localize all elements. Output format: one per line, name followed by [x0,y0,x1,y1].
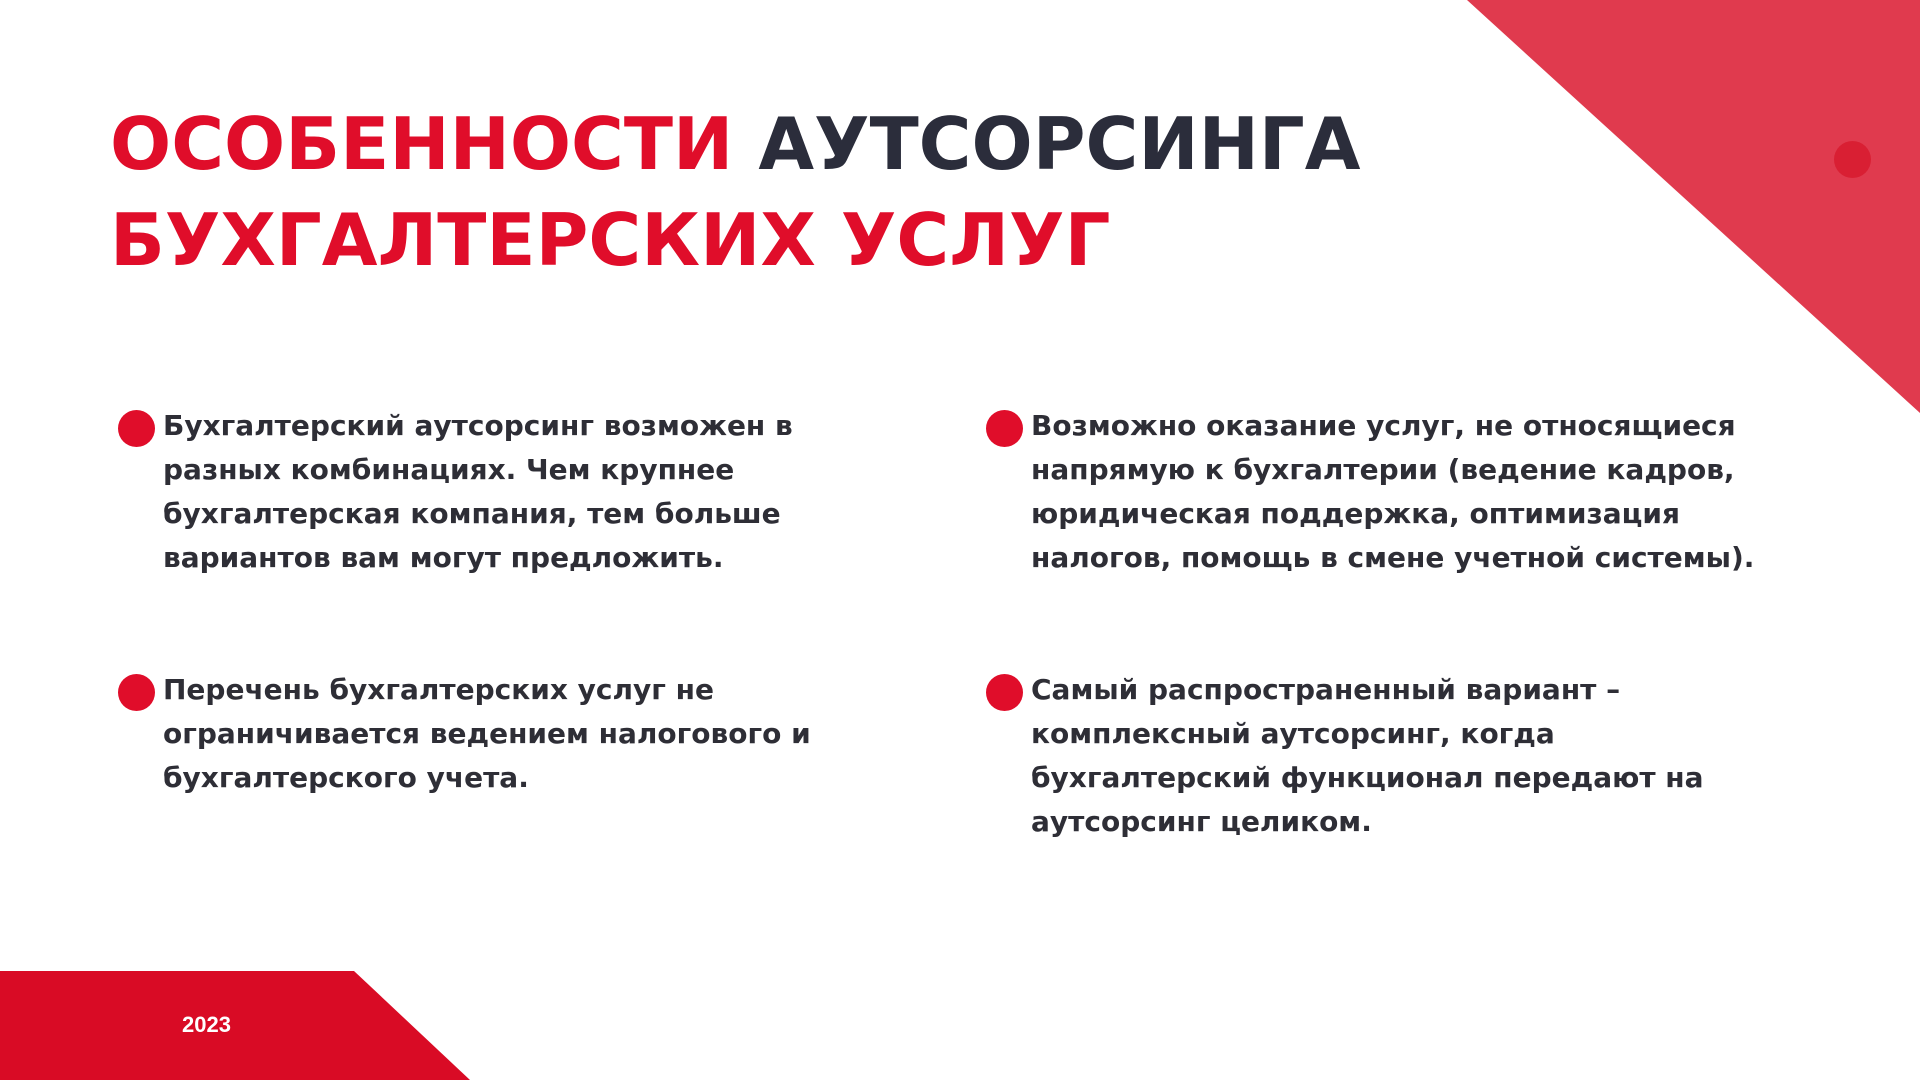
bullet-dot-icon [986,410,1023,447]
footer-banner [0,971,470,1080]
decorative-dot [1834,141,1871,178]
bullet-item [1031,668,1771,844]
footer-year: 2023 [182,1012,231,1037]
bullet-text: Перечень бухгалтерских услуг не ограничивается ведением налогового и бухгалтерского учета. [163,673,811,794]
title-line-2: БУХГАЛТЕРСКИХ УСЛУГ [110,198,1111,282]
slide-title [110,96,1360,288]
bullet-item [163,668,883,800]
bullet-text: Возможно оказание услуг, не относящиеся напрямую к бухгалтерии (ведение кадров, юридическая поддержка, оптимизация налогов, помощь в смене учетной системы). [1031,409,1755,574]
title-part-dark: АУТСОРСИНГА [758,102,1361,186]
title-part-red: ОСОБЕННОСТИ [110,102,734,186]
bullet-dot-icon [118,410,155,447]
bullet-item [163,404,843,580]
bullet-dot-icon [986,674,1023,711]
bullet-item [1031,404,1811,580]
decorative-corner-triangle-top-right [1467,0,1920,413]
bullet-text: Самый распространенный вариант – комплексный аутсорсинг, когда бухгалтерский функционал передают на аутсорсинг целиком. [1031,673,1704,838]
bullet-dot-icon [118,674,155,711]
bullet-text: Бухгалтерский аутсорсинг возможен в разных комбинациях. Чем крупнее бухгалтерская компания, тем больше вариантов вам могут предложить. [163,409,793,574]
